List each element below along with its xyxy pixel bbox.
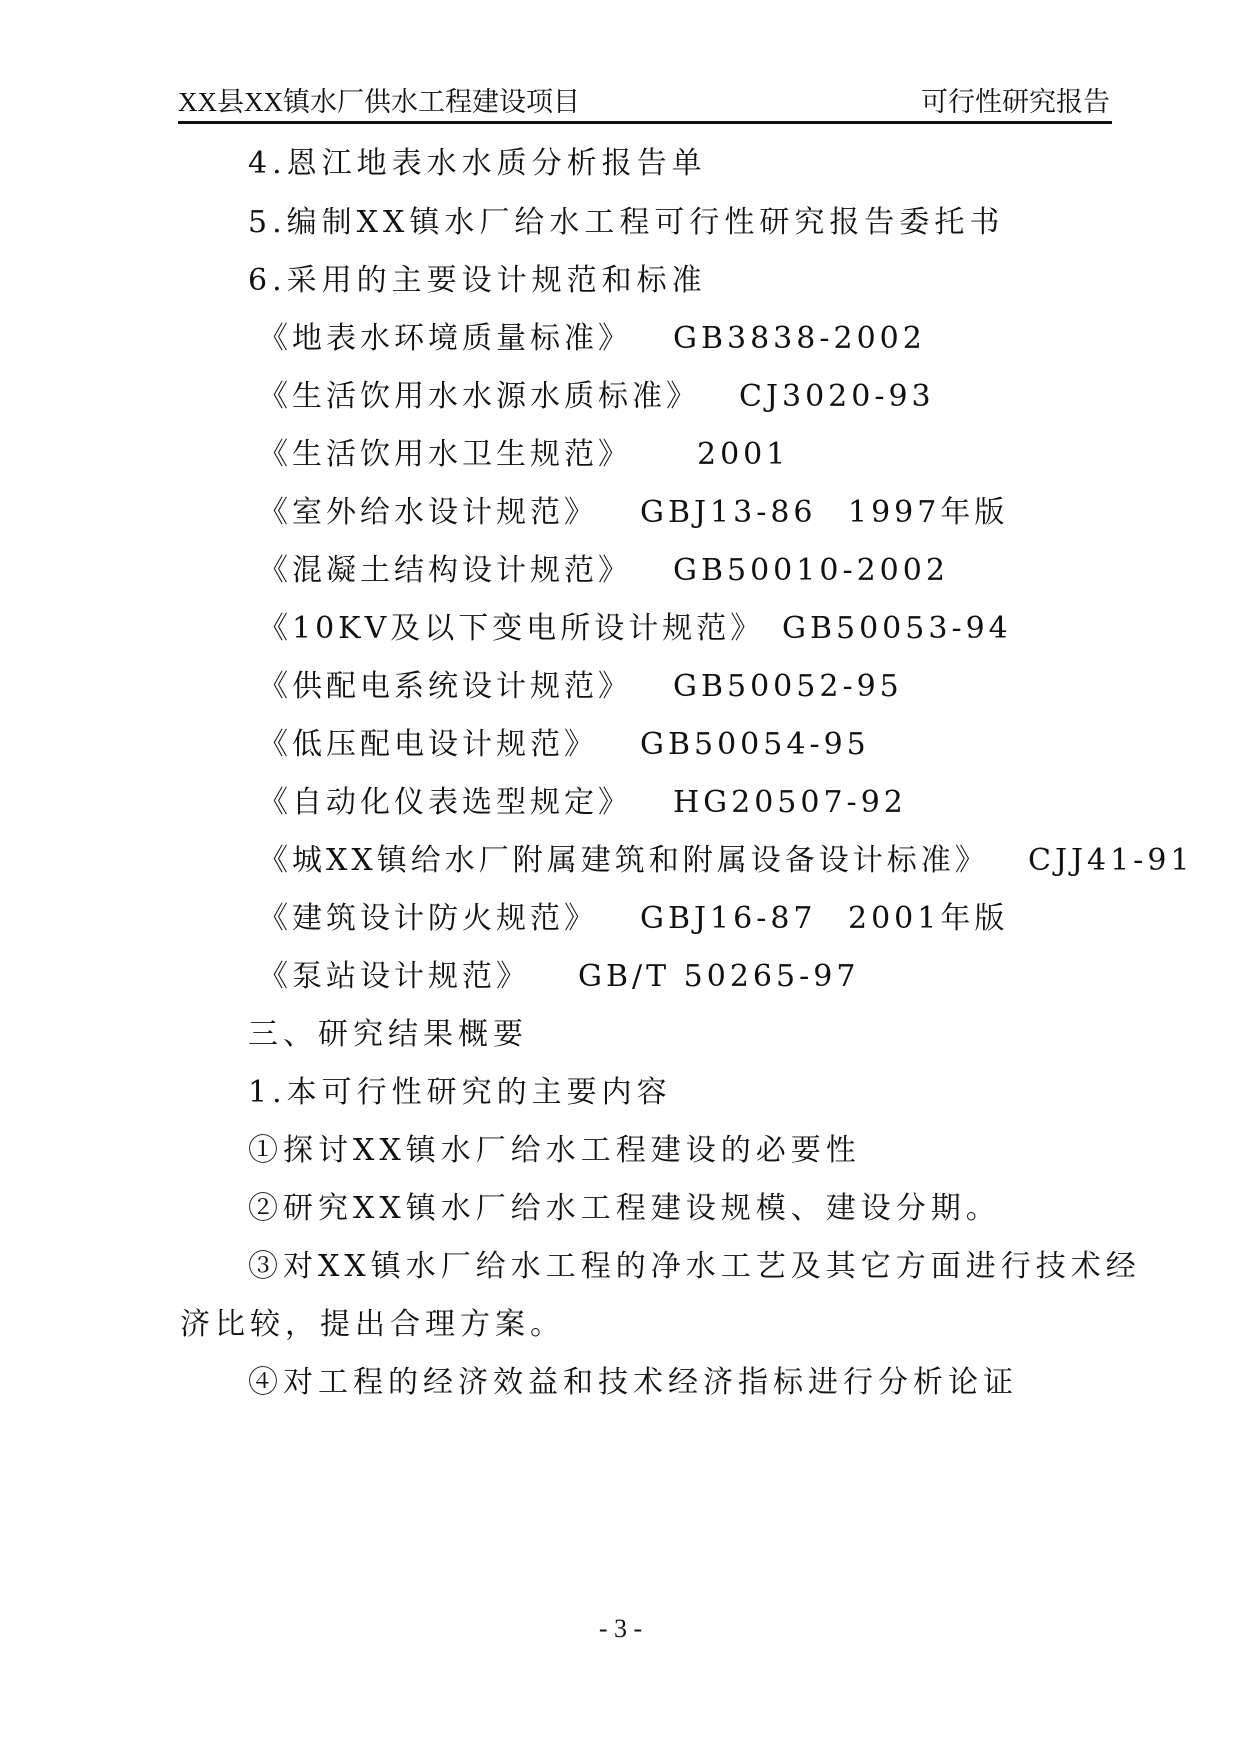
content-item-3-continuation: 济比较，提出合理方案。 [180,1307,565,1342]
standard-code: GBJ13-86 [640,495,817,530]
standard-code: GB50054-95 [640,727,870,762]
item-6-standards-heading: 6.采用的主要设计规范和标准 [248,263,707,298]
standard-title: 《建筑设计防火规范》 [258,901,598,936]
content-item-3: ③对XX镇水厂给水工程的净水工艺及其它方面进行技术经 [248,1249,1141,1284]
standard-title: 《供配电系统设计规范》 [258,669,632,704]
standard-title: 《低压配电设计规范》 [258,727,598,762]
page-header [178,84,1110,120]
header-rule [178,121,1112,124]
standard-code: GB50010-2002 [673,553,949,588]
section-3-subheading: 1.本可行性研究的主要内容 [248,1075,672,1110]
standard-title: 《生活饮用水水源水质标准》 [258,379,700,414]
item-4-analysis-report: 4.恩江地表水水质分析报告单 [248,146,707,181]
standard-code: GBJ16-87 [640,901,817,936]
standard-title: 《室外给水设计规范》 [258,495,598,530]
standard-code: GB50052-95 [673,669,903,704]
header-report-type: 可行性研究报告 [921,87,1110,117]
standard-title: 《10KV及以下变电所设计规范》 [258,611,765,646]
content-item-2: ②研究XX镇水厂给水工程建设规模、建设分期。 [248,1191,1001,1226]
standard-title: 《混凝土结构设计规范》 [258,553,632,588]
standard-code: GB3838-2002 [673,321,926,356]
standard-title: 《城XX镇给水厂附属建筑和附属设备设计标准》 [258,843,989,878]
standard-code: GB/T 50265-97 [578,959,860,994]
standard-code: HG20507-92 [673,785,907,820]
item-5-commission-letter: 5.编制XX镇水厂给水工程可行性研究报告委托书 [248,205,1005,240]
standard-code: CJJ41-91 [1028,843,1194,878]
standard-edition: 1997年版 [848,495,1009,530]
page-number: - 3 - [598,1614,643,1643]
standard-title: 《自动化仪表选型规定》 [258,785,632,820]
standard-title: 《泵站设计规范》 [258,959,530,994]
content-item-1: ①探讨XX镇水厂给水工程建设的必要性 [248,1133,861,1168]
standard-title: 《地表水环境质量标准》 [258,321,632,356]
standard-code: 2001 [697,437,790,472]
standard-edition: 2001年版 [848,901,1009,936]
section-3-heading: 三、研究结果概要 [248,1017,528,1052]
content-item-4: ④对工程的经济效益和技术经济指标进行分析论证 [248,1365,1018,1400]
standard-title: 《生活饮用水卫生规范》 [258,437,632,472]
standard-code: CJ3020-93 [739,379,935,414]
header-project-title: XX县XX镇水厂供水工程建设项目 [178,87,580,117]
standard-code: GB50053-94 [782,611,1012,646]
